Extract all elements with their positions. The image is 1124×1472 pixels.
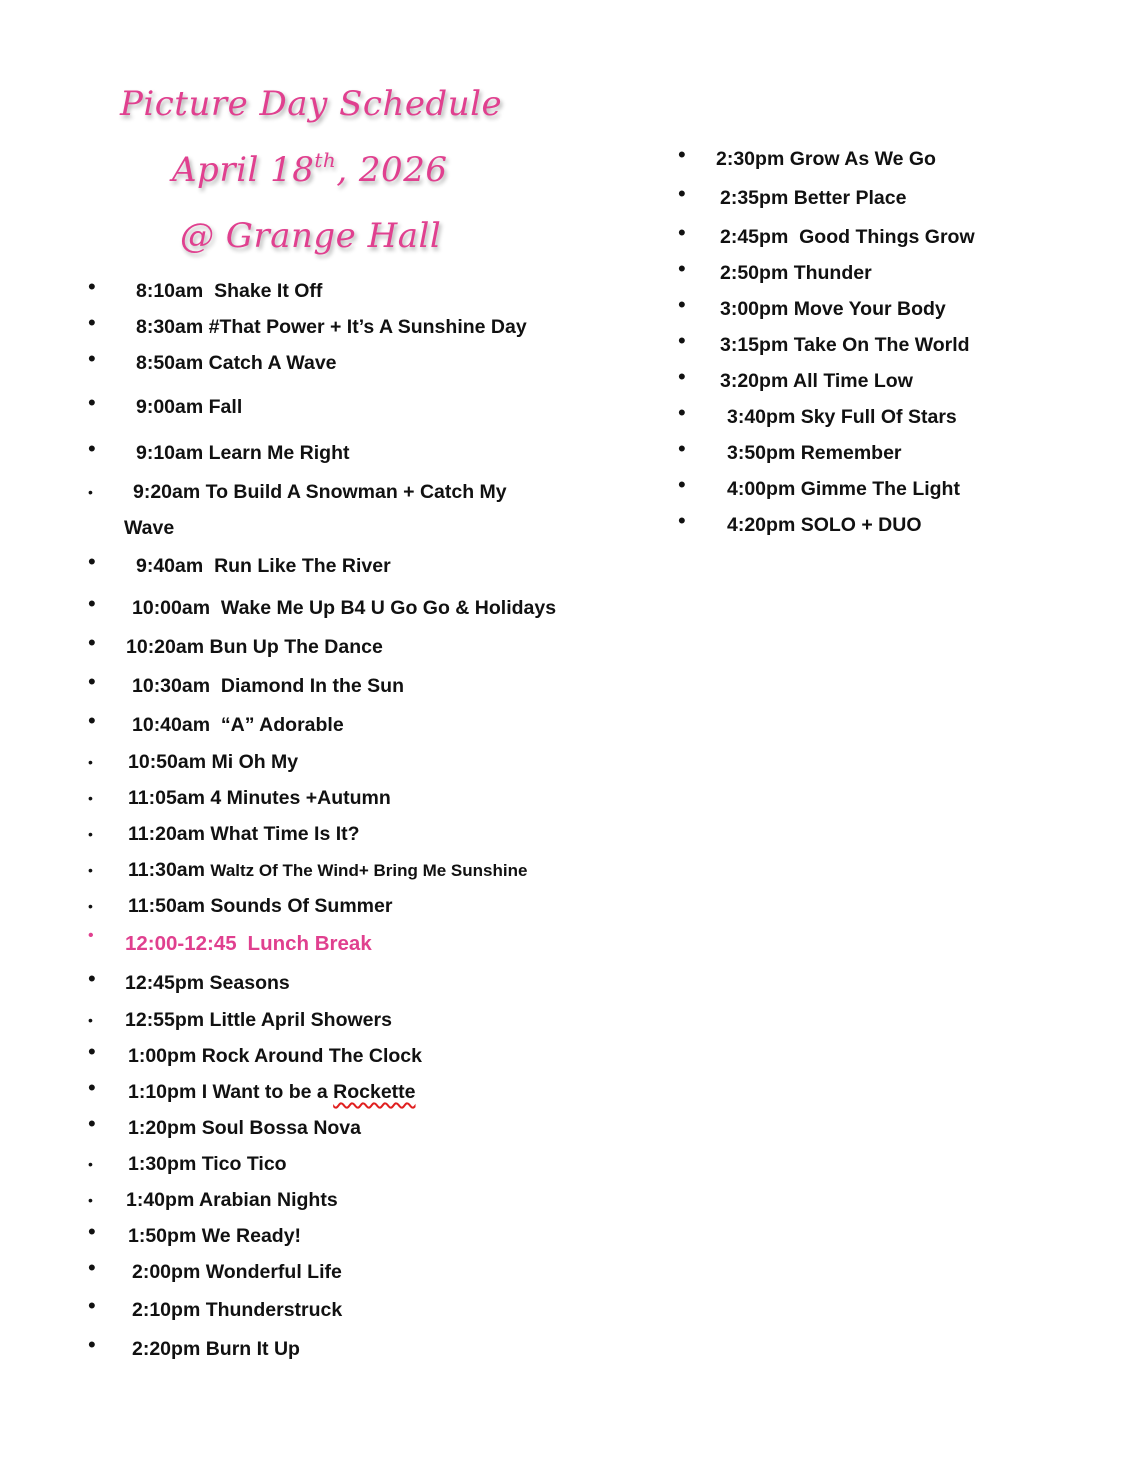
schedule-time: 2:20pm	[132, 1338, 201, 1360]
schedule-item	[720, 264, 872, 284]
bullet-icon: •	[88, 1293, 96, 1318]
schedule-item	[132, 1263, 342, 1283]
schedule-name: Bun Up The Dance	[209, 636, 383, 658]
schedule-item	[128, 1155, 287, 1175]
schedule-time: 2:50pm	[720, 262, 789, 284]
schedule-time: 3:50pm	[727, 442, 796, 464]
bullet-icon: •	[678, 142, 686, 167]
schedule-time: 10:00am	[132, 597, 211, 619]
bullet-icon: •	[678, 400, 686, 425]
schedule-item	[720, 336, 970, 356]
bullet-icon: •	[678, 256, 686, 281]
schedule-time: 11:50am	[128, 895, 205, 917]
schedule-time: 1:50pm	[128, 1225, 197, 1247]
schedule-time: 10:40am	[132, 714, 211, 736]
schedule-time: 2:35pm	[720, 187, 789, 209]
schedule-time: 1:00pm	[128, 1045, 197, 1067]
schedule-time: 8:50am	[136, 352, 204, 374]
schedule-time: 12:00-12:45	[125, 932, 237, 955]
schedule-name: Little April Showers	[209, 1009, 392, 1031]
schedule-name: Better Place	[793, 187, 907, 209]
schedule-item	[128, 789, 391, 809]
schedule-time: 2:45pm	[720, 226, 789, 248]
bullet-icon: •	[88, 1156, 93, 1172]
schedule-time: 11:30am	[128, 859, 205, 881]
bullet-icon: •	[88, 390, 96, 415]
schedule-name: Sky Full Of Stars	[800, 406, 957, 428]
schedule-name: I Want to be a	[201, 1081, 328, 1103]
schedule-time: 2:10pm	[132, 1299, 201, 1321]
bullet-icon: •	[678, 292, 686, 317]
schedule-name: Thunder	[793, 262, 872, 284]
schedule-item	[128, 897, 392, 917]
schedule-item	[126, 638, 383, 658]
schedule-time: 11:20am	[128, 823, 205, 845]
schedule-name: Lunch Break	[247, 932, 372, 955]
schedule-name: Thunderstruck	[205, 1299, 343, 1321]
schedule-item	[128, 1227, 301, 1247]
bullet-icon: •	[88, 274, 96, 299]
bullet-icon: •	[88, 436, 96, 461]
schedule-name: Soul Bossa Nova	[201, 1117, 361, 1139]
page-title: Picture Day Schedule	[120, 84, 503, 124]
event-location: @ Grange Hall	[180, 216, 442, 256]
schedule-time: 3:40pm	[727, 406, 796, 428]
schedule-item	[128, 1047, 422, 1067]
bullet-icon: •	[88, 966, 96, 991]
schedule-time: 4:00pm	[727, 478, 796, 500]
bullet-icon: •	[678, 472, 686, 497]
bullet-icon: •	[678, 508, 686, 533]
schedule-item	[132, 677, 404, 697]
schedule-name: Grow As We Go	[789, 148, 936, 170]
schedule-name: Good Things Grow	[799, 226, 975, 248]
schedule-time: 2:00pm	[132, 1261, 201, 1283]
bullet-icon: •	[88, 549, 96, 574]
schedule-name: Catch A Wave	[208, 352, 337, 374]
bullet-icon: •	[678, 181, 686, 206]
schedule-name: SOLO + DUO	[800, 514, 922, 536]
schedule-time: 9:20am	[133, 481, 201, 503]
bullet-icon: •	[88, 1111, 96, 1136]
schedule-item	[727, 408, 957, 428]
schedule-time: 12:55pm	[125, 1009, 205, 1031]
schedule-time: 11:05am	[128, 787, 205, 809]
schedule-name-continued: Wave	[124, 517, 175, 539]
schedule-item	[720, 189, 906, 209]
schedule-time: 1:10pm	[128, 1081, 197, 1103]
bullet-icon: •	[678, 364, 686, 389]
event-date: April 18th, 2026	[172, 148, 448, 190]
schedule-item	[136, 398, 242, 418]
schedule-item	[128, 861, 527, 881]
schedule-name: Gimme The Light	[800, 478, 960, 500]
bullet-icon: •	[88, 1012, 93, 1028]
schedule-item	[132, 716, 344, 736]
schedule-time: 9:40am	[136, 555, 204, 577]
bullet-icon: •	[88, 1219, 96, 1244]
schedule-name: Shake It Off	[214, 280, 323, 302]
schedule-name: Tico Tico	[201, 1153, 287, 1175]
schedule-time: 10:50am	[128, 751, 207, 773]
schedule-item	[136, 354, 337, 374]
bullet-icon: •	[88, 1332, 96, 1357]
bullet-icon: •	[88, 1192, 93, 1208]
schedule-item	[720, 372, 913, 392]
schedule-item	[720, 228, 975, 248]
schedule-time: 4:20pm	[727, 514, 796, 536]
schedule-time: 8:10am	[136, 280, 204, 302]
schedule-name: Run Like The River	[214, 555, 391, 577]
schedule-name: Waltz Of The Wind+ Bring Me Sunshine	[210, 861, 528, 880]
bullet-icon: •	[88, 754, 93, 770]
schedule-time: 3:00pm	[720, 298, 789, 320]
schedule-item	[125, 974, 290, 994]
schedule-item	[128, 1119, 361, 1139]
schedule-item	[716, 150, 936, 170]
schedule-time: 10:20am	[126, 636, 205, 658]
bullet-icon: •	[88, 484, 93, 500]
spellcheck-word: Rockette	[333, 1081, 416, 1103]
schedule-time: 12:45pm	[125, 972, 205, 994]
bullet-icon: •	[678, 220, 686, 245]
schedule-name: Burn It Up	[205, 1338, 300, 1360]
schedule-name: Sounds Of Summer	[210, 895, 393, 917]
schedule-name: Wake Me Up B4 U Go Go & Holidays	[220, 597, 557, 619]
schedule-name: Fall	[208, 396, 243, 418]
schedule-item	[727, 516, 922, 536]
bullet-icon: •	[88, 591, 96, 616]
schedule-name: Learn Me Right	[208, 442, 350, 464]
schedule-time: 2:30pm	[716, 148, 785, 170]
bullet-icon: •	[88, 927, 94, 944]
schedule-item	[128, 1083, 416, 1103]
schedule-item	[133, 483, 507, 503]
schedule-time: 9:00am	[136, 396, 204, 418]
schedule-item	[128, 825, 360, 845]
bullet-icon: •	[678, 328, 686, 353]
schedule-time: 9:10am	[136, 442, 204, 464]
schedule-item	[125, 1011, 392, 1031]
schedule-name: “A” Adorable	[220, 714, 344, 736]
schedule-time: 8:30am	[136, 316, 204, 338]
schedule-time: 10:30am	[132, 675, 211, 697]
schedule-item	[727, 444, 902, 464]
schedule-time: 3:15pm	[720, 334, 789, 356]
bullet-icon: •	[88, 790, 93, 806]
schedule-item	[128, 753, 298, 773]
schedule-time: 1:30pm	[128, 1153, 197, 1175]
schedule-name: To Build A Snowman + Catch My	[205, 481, 507, 503]
schedule-item	[132, 1340, 300, 1360]
lunch-break-item	[125, 934, 372, 955]
schedule-time: 1:20pm	[128, 1117, 197, 1139]
schedule-name: What Time Is It?	[210, 823, 360, 845]
bullet-icon: •	[88, 346, 96, 371]
schedule-time: 3:20pm	[720, 370, 789, 392]
bullet-icon: •	[88, 862, 93, 878]
schedule-name: We Ready!	[201, 1225, 302, 1247]
schedule-item	[132, 599, 556, 619]
schedule-name: Arabian Nights	[198, 1189, 338, 1211]
bullet-icon: •	[88, 630, 96, 655]
schedule-name: 4 Minutes +Autumn	[210, 787, 391, 809]
schedule-item	[727, 480, 960, 500]
schedule-name: All Time Low	[792, 370, 913, 392]
schedule-item	[126, 1191, 338, 1211]
schedule-name: Wonderful Life	[205, 1261, 342, 1283]
schedule-name: #That Power + It’s A Sunshine Day	[208, 316, 527, 338]
bullet-icon: •	[88, 708, 96, 733]
schedule-name: Seasons	[209, 972, 290, 994]
schedule-name: Mi Oh My	[211, 751, 299, 773]
schedule-name: Move Your Body	[793, 298, 946, 320]
bullet-icon: •	[88, 1039, 96, 1064]
schedule-time: 1:40pm	[126, 1189, 195, 1211]
bullet-icon: •	[88, 669, 96, 694]
schedule-name: Take On The World	[793, 334, 970, 356]
schedule-item	[136, 318, 527, 338]
schedule-item	[136, 444, 349, 464]
bullet-icon: •	[88, 1075, 96, 1100]
schedule-item	[136, 557, 391, 577]
bullet-icon: •	[88, 898, 93, 914]
bullet-icon: •	[88, 310, 96, 335]
bullet-icon: •	[88, 1255, 96, 1280]
schedule-name: Diamond In the Sun	[220, 675, 404, 697]
bullet-icon: •	[88, 826, 93, 842]
schedule-item	[132, 1301, 342, 1321]
schedule-item	[720, 300, 946, 320]
bullet-icon: •	[678, 436, 686, 461]
schedule-name: Rock Around The Clock	[201, 1045, 423, 1067]
schedule-name: Remember	[800, 442, 902, 464]
schedule-item	[136, 282, 322, 302]
